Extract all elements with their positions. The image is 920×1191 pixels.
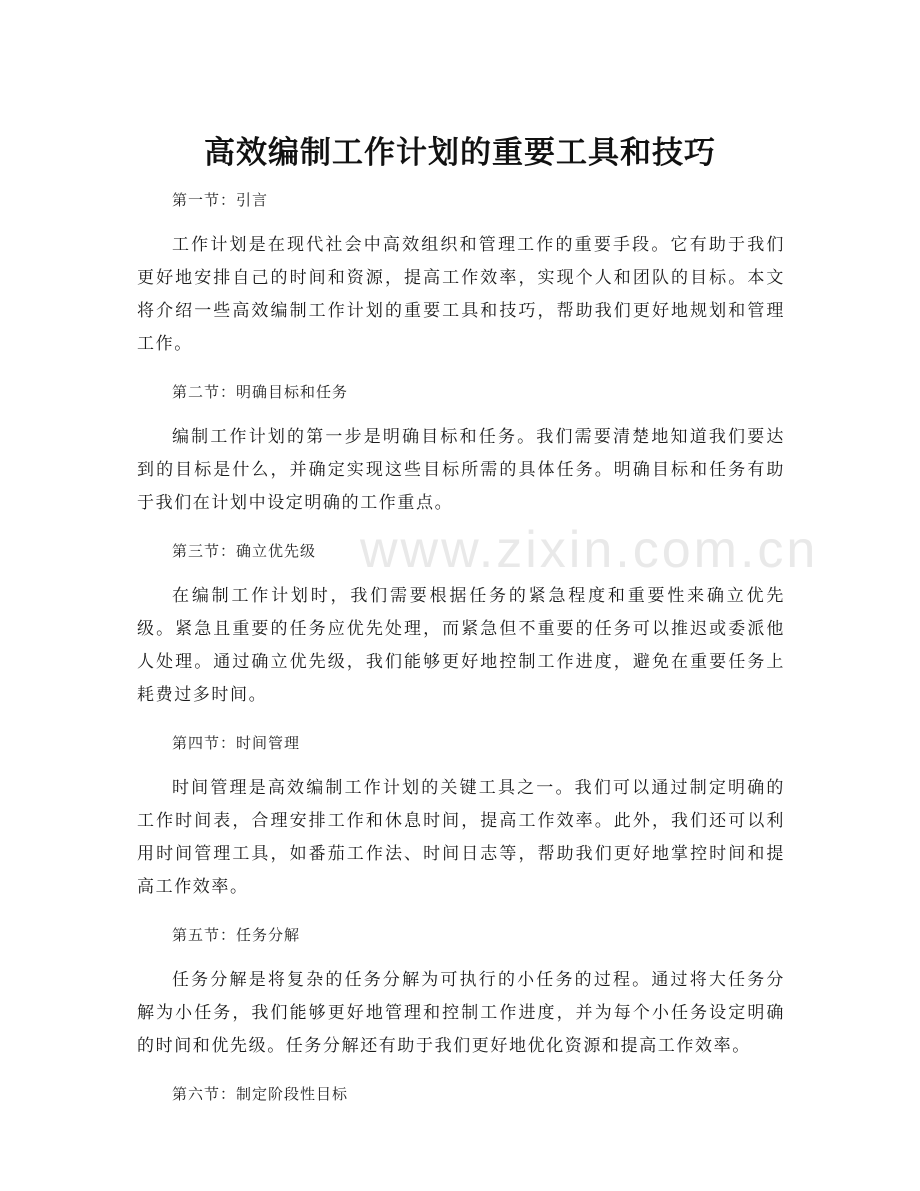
section-heading: 第四节：时间管理 (172, 734, 301, 752)
section-5 (137, 919, 785, 1078)
watermark: www.zixin.com.cn (360, 521, 819, 579)
section-paragraph: 任务分解是将复杂的任务分解为可执行的小任务的过程。通过将大任务分解为小任务，我们能够更好地管理和控制工作进度，并为每个小任务设定明确的时间和优先级。任务分解还有助于我们更好地优化资源和提高工作效率。 (137, 970, 785, 1056)
document-body (137, 184, 785, 1111)
section-2 (137, 376, 785, 535)
section-heading: 第六节：制定阶段性目标 (172, 1085, 349, 1103)
section-1 (137, 184, 785, 376)
section-paragraph: 在编制工作计划时，我们需要根据任务的紧急程度和重要性来确立优先级。紧急且重要的任务应优先处理，而紧急但不重要的任务可以推迟或委派他人处理。通过确立优先级，我们能够更好地控制工作进度，避免在重要任务上耗费过多时间。 (137, 586, 785, 705)
section-heading: 第三节：确立优先级 (172, 542, 317, 560)
section-heading: 第二节：明确目标和任务 (172, 383, 349, 401)
section-4 (137, 727, 785, 919)
section-paragraph: 时间管理是高效编制工作计划的关键工具之一。我们可以通过制定明确的工作时间表，合理安排工作和休息时间，提高工作效率。此外，我们还可以利用时间管理工具，如番茄工作法、时间日志等，帮助我们更好地掌控时间和提高工作效率。 (137, 778, 785, 897)
section-heading: 第五节：任务分解 (172, 926, 301, 944)
section-paragraph: 工作计划是在现代社会中高效组织和管理工作的重要手段。它有助于我们更好地安排自己的时间和资源，提高工作效率，实现个人和团队的目标。本文将介绍一些高效编制工作计划的重要工具和技巧，帮助我们更好地规划和管理工作。 (137, 235, 785, 354)
section-heading: 第一节：引言 (172, 191, 269, 209)
document-title: 高效编制工作计划的重要工具和技巧 (204, 134, 716, 171)
section-paragraph: 编制工作计划的第一步是明确目标和任务。我们需要清楚地知道我们要达到的目标是什么，并确定实现这些目标所需的具体任务。明确目标和任务有助于我们在计划中设定明确的工作重点。 (137, 427, 785, 513)
section-6 (137, 1078, 785, 1111)
section-3 (137, 535, 785, 727)
